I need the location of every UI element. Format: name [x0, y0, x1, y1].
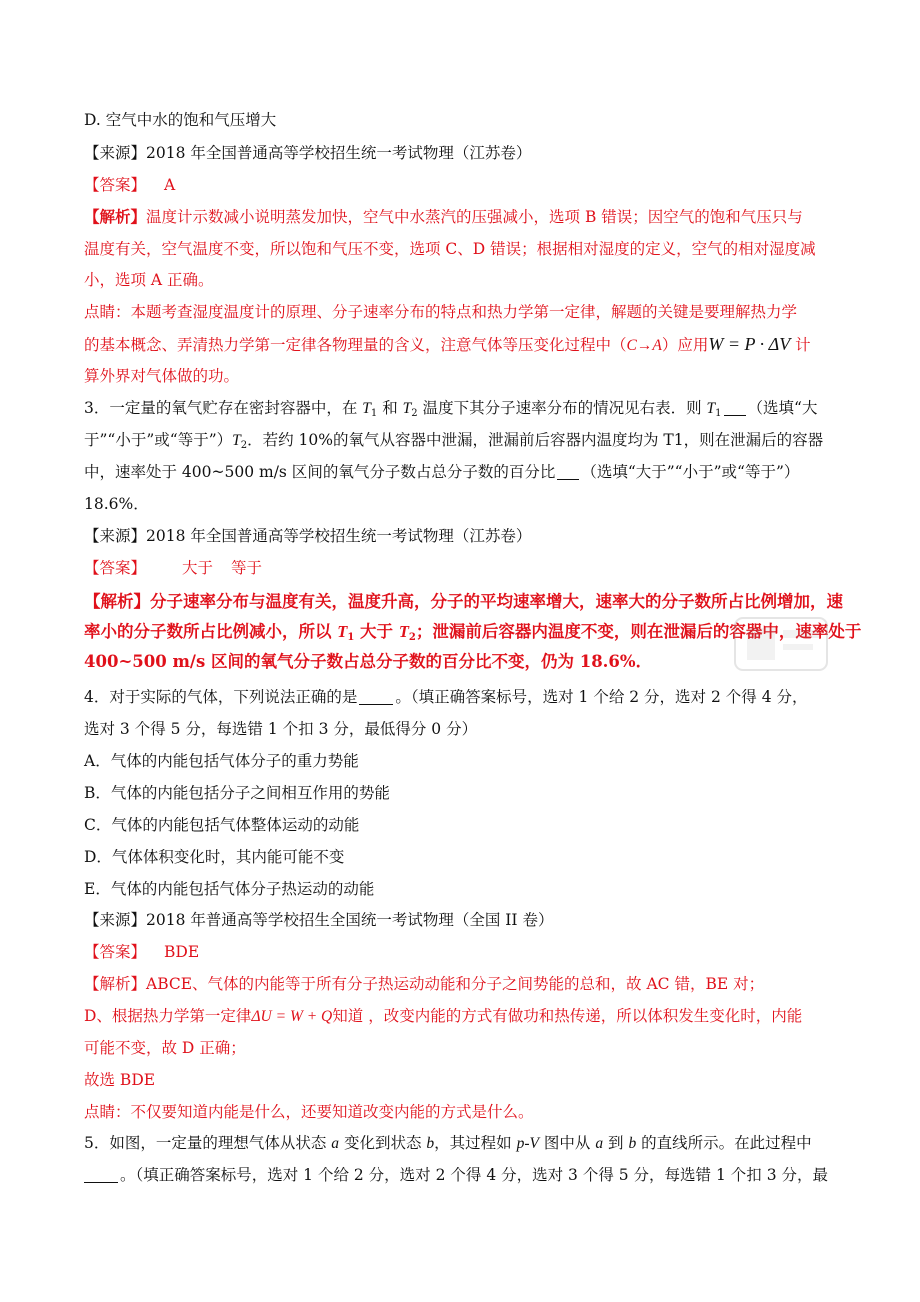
q4-analysis-line1: 【解析】ABCE、气体的内能等于所有分子热运动动能和分子之间势能的总和，故 AC 错，BE 对；	[84, 975, 765, 993]
temperature-t2: T	[232, 432, 241, 449]
answer-label: 【答案】	[84, 943, 147, 961]
stem-text: 。（填正确答案标号，选对 1 个给 2 分，选对 2 个得 4 分，选对 3 个得 5 分，每选错 1 个扣 3 分，最	[120, 1166, 828, 1184]
q3-analysis-line3: 400~500 m/s 区间的氧气分子数占总分子数的百分比不变，仍为 18.6%．	[84, 652, 653, 671]
q5-stem-line2	[84, 1165, 850, 1185]
temperature-t2: T	[402, 400, 412, 417]
q3-stem-line4: 18.6%．	[84, 495, 149, 513]
stem-text: 图中从	[538, 1134, 596, 1152]
answer-label: 【答案】	[84, 176, 147, 194]
q4-option-c: C．气体的内能包括气体整体运动的动能	[84, 816, 360, 834]
subscript: 2	[408, 632, 416, 643]
analysis-text: 大于	[354, 622, 399, 641]
analysis-text: 温度计示数减小说明蒸发加快，空气中水蒸汽的压强减小，选项 B 错误；因空气的饱和气压只与	[146, 208, 803, 226]
q2-analysis-line2: 温度有关，空气温度不变，所以饱和气压不变，选项 C、D 错误；根据相对湿度的定义，空气的相对湿度减	[84, 240, 816, 258]
q4-option-a: A．气体的内能包括气体分子的重力势能	[84, 752, 359, 770]
stem-text: 和	[377, 399, 403, 417]
answer-label: 【答案】	[84, 559, 147, 577]
q4-source: 【来源】2018 年普通高等学校招生全国统一考试物理（全国 II 卷）	[84, 911, 554, 929]
q2-source: 【来源】2018 年全国普通高等学校招生统一考试物理（江苏卷）	[84, 144, 532, 162]
temperature-t1: T	[362, 400, 371, 417]
q2-note-line2	[84, 334, 850, 356]
state-a: a	[331, 1135, 340, 1152]
stem-text: ．若约 10%的氧气从容器中泄漏，泄漏前后容器内温度均为 T1，则在泄漏后的容器	[247, 431, 824, 449]
subscript: 1	[715, 408, 722, 419]
note-text: ）应用	[661, 336, 709, 354]
stem-text: 到	[603, 1134, 629, 1152]
subscript: 2	[411, 408, 418, 419]
q4-stem-line1	[84, 687, 850, 707]
subscript: 1	[347, 632, 355, 643]
first-law-formula: ΔU = W + Q	[251, 1008, 333, 1025]
answer-blank	[359, 690, 393, 705]
q4-conclusion: 故选 BDE	[84, 1071, 156, 1089]
q3-stem-line3	[84, 462, 850, 482]
q2-analysis-line3: 小，选项 A 正确。	[84, 271, 214, 289]
analysis-text: D、根据热力学第一定律	[84, 1007, 252, 1025]
stem-text: 3．一定量的氧气贮存在密封容器中，在	[84, 399, 363, 417]
answer-value: 等于	[231, 559, 263, 577]
stem-text: 于”“小于”或“等于”）	[84, 431, 233, 449]
stem-text: 温度下其分子速率分布的情况见右表．则	[417, 399, 707, 417]
q4-analysis-line3: 可能不变，故 D 正确；	[84, 1039, 246, 1057]
q5-stem-line1	[84, 1133, 850, 1154]
process-label: C→A	[626, 337, 662, 354]
temperature-t1: T	[337, 622, 348, 641]
state-a: a	[595, 1135, 604, 1152]
q4-note: 点睛：不仅要知道内能是什么，还要知道改变内能的方式是什么。	[84, 1103, 534, 1121]
q4-option-e: E．气体的内能包括气体分子热运动的动能	[84, 880, 375, 898]
analysis-text: 知道 ，改变内能的方式有做功和热传递，所以体积发生变化时，内能	[332, 1007, 803, 1025]
q4-analysis-line2	[84, 1006, 850, 1027]
q4-option-d: D．气体体积变化时，其内能可能不变	[84, 848, 345, 866]
pv-diagram-label: p-V	[516, 1135, 539, 1152]
answer-value: 大于	[182, 559, 214, 577]
stem-text: 变化到状态	[339, 1134, 427, 1152]
temperature-t2: T	[398, 622, 409, 641]
temperature-t1: T	[706, 400, 716, 417]
stem-text: （选填“大	[747, 399, 818, 417]
q2-option-d: D. 空气中水的饱和气压增大	[84, 111, 277, 129]
q3-answer	[84, 558, 850, 578]
subscript: 2	[240, 440, 248, 451]
answer-blank	[84, 1168, 118, 1183]
state-b: b	[628, 1135, 637, 1152]
answer-blank	[724, 401, 746, 416]
q3-stem-line1	[84, 398, 850, 419]
q4-stem-line2: 选对 3 个得 5 分，每选错 1 个扣 3 分，最低得分 0 分）	[84, 720, 478, 738]
stem-text: 中，速率处于 400~500 m/s 区间的氧气分子数占总分子数的百分比	[84, 463, 556, 481]
q3-analysis-line1: 【解析】分子速率分布与温度有关，温度升高，分子的平均速率增大，速率大的分子数所占比例增加，速	[84, 592, 843, 611]
answer-value: BDE	[164, 943, 200, 961]
note-text: 的基本概念、弄清热力学第一定律各物理量的含义，注意气体等压变化过程中（	[84, 336, 627, 354]
subscript: 1	[370, 408, 378, 419]
state-b: b	[426, 1135, 435, 1152]
watermark-stamp	[585, 610, 835, 680]
q4-answer	[84, 942, 850, 962]
analysis-text: 率小的分子数所占比例减小，所以	[84, 622, 338, 641]
stem-text: 5．如图，一定量的理想气体从状态	[84, 1134, 332, 1152]
analysis-text: ；泄漏前后容器内温度不变，则在泄漏后的容器中，速率处于	[415, 622, 862, 641]
stem-text: ，其过程如	[434, 1134, 517, 1152]
stem-text: 4．对于实际的气体，下列说法正确的是	[84, 688, 358, 706]
q3-stem-line2	[84, 430, 850, 451]
answer-value: A	[164, 176, 176, 194]
analysis-label: 【解析】	[84, 207, 147, 226]
stem-text: （选填“大于”“小于”或“等于”）	[581, 463, 800, 481]
q2-note-line3: 算外界对气体做的功。	[84, 367, 240, 385]
q4-option-b: B．气体的内能包括分子之间相互作用的势能	[84, 784, 390, 802]
work-formula: W = P · ΔV	[708, 334, 791, 354]
q2-note-line1: 点睛：本题考查湿度温度计的原理、分子速率分布的特点和热力学第一定律，解题的关键是要理解热力学	[84, 303, 798, 321]
stem-text: 的直线所示。在此过程中	[636, 1134, 812, 1152]
stem-text: 。（填正确答案标号，选对 1 个给 2 分，选对 2 个得 4 分，	[395, 688, 808, 706]
q2-answer	[84, 175, 850, 195]
note-text: 计	[790, 336, 811, 354]
q3-source: 【来源】2018 年全国普通高等学校招生统一考试物理（江苏卷）	[84, 527, 532, 545]
q2-analysis-line1	[84, 207, 850, 227]
answer-blank	[557, 465, 579, 480]
